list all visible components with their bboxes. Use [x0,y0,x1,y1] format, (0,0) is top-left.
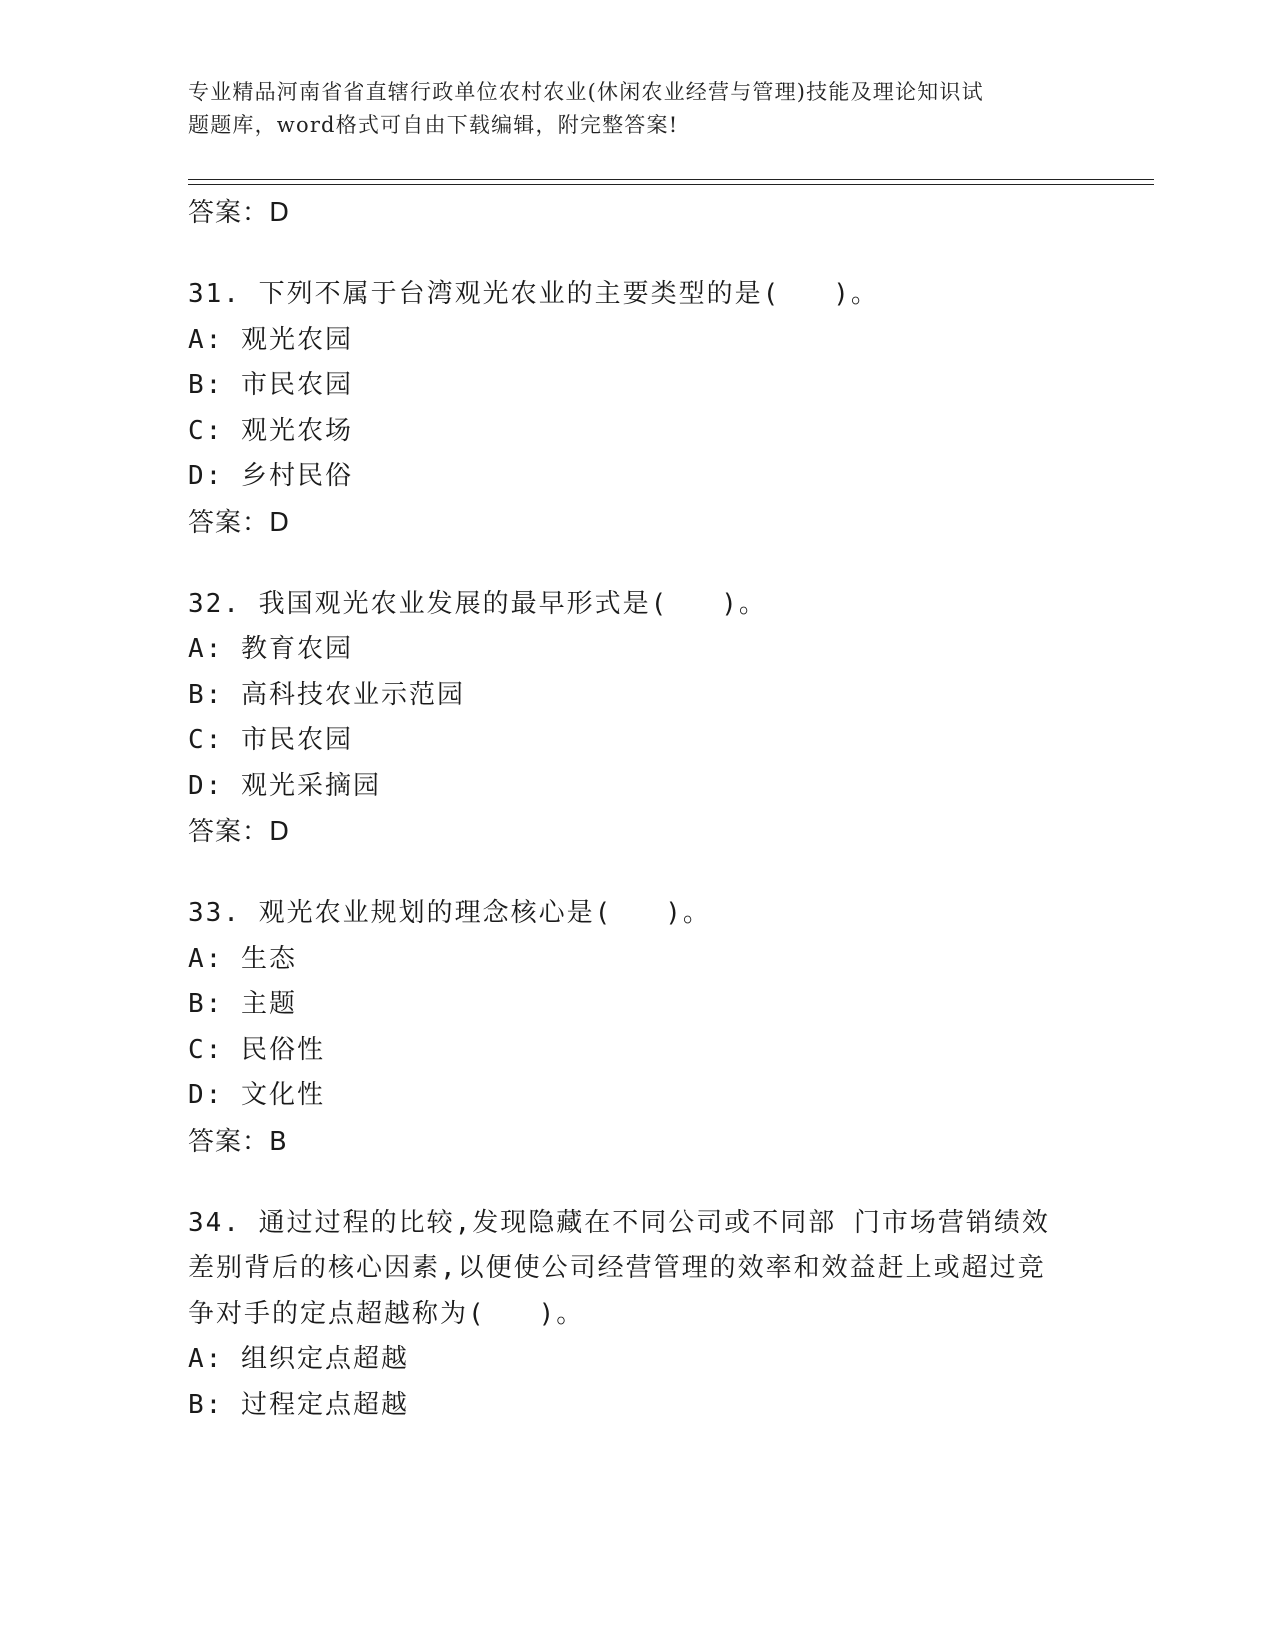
question-text: 31. 下列不属于台湾观光农业的主要类型的是( )。 [188,279,879,309]
question-text: 32. 我国观光农业发展的最早形式是( )。 [188,588,767,619]
spacer [188,1165,1088,1201]
spacer [188,855,1088,891]
question-block [188,891,1088,1165]
option-a: A: 生态 [188,943,297,974]
option-a: A: 组织定点超越 [188,1344,409,1374]
header-line-2: 题题库，word格式可自由下载编辑，附完整答案! [188,113,679,137]
header-rule-top [188,179,1154,180]
option-c: C: 观光农场 [188,415,353,446]
answer-line: 答案：D [188,817,291,847]
question-text-line-3: 争对手的定点超越称为( )。 [188,1298,585,1329]
answer-line: 答案：D [188,198,291,228]
question-block [188,582,1088,856]
option-c: C: 民俗性 [188,1034,325,1065]
spacer [188,236,1088,272]
option-b: B: 高科技农业示范园 [188,679,465,710]
option-b: B: 过程定点超越 [188,1389,409,1420]
option-b: B: 主题 [188,989,297,1019]
option-a: A: 教育农园 [188,634,353,664]
question-block [188,1201,1088,1429]
header-line-1: 专业精品河南省省直辖行政单位农村农业(休闲农业经营与管理)技能及理论知识试 [188,80,984,104]
question-list [188,190,1088,1428]
question-block [188,272,1088,546]
document-header [188,76,1088,142]
answer-line: 答案：B [188,1126,288,1157]
question-text-line-1: 34. 通过过程的比较,发现隐藏在不同公司或不同部 门市场营销绩效 [188,1207,1050,1238]
option-d: D: 乡村民俗 [188,461,353,491]
option-b: B: 市民农园 [188,370,353,400]
question-text: 33. 观光农业规划的理念核心是( )。 [188,898,711,928]
option-c: C: 市民农园 [188,725,353,755]
header-rule-bottom [188,184,1154,185]
option-a: A: 观光农园 [188,324,353,355]
answer-line: 答案：D [188,507,291,538]
option-d: D: 观光采摘园 [188,770,381,801]
question-text-line-2: 差别背后的核心因素,以便使公司经营管理的效率和效益赶上或超过竞 [188,1253,1046,1283]
spacer [188,546,1088,582]
option-d: D: 文化性 [188,1080,325,1110]
